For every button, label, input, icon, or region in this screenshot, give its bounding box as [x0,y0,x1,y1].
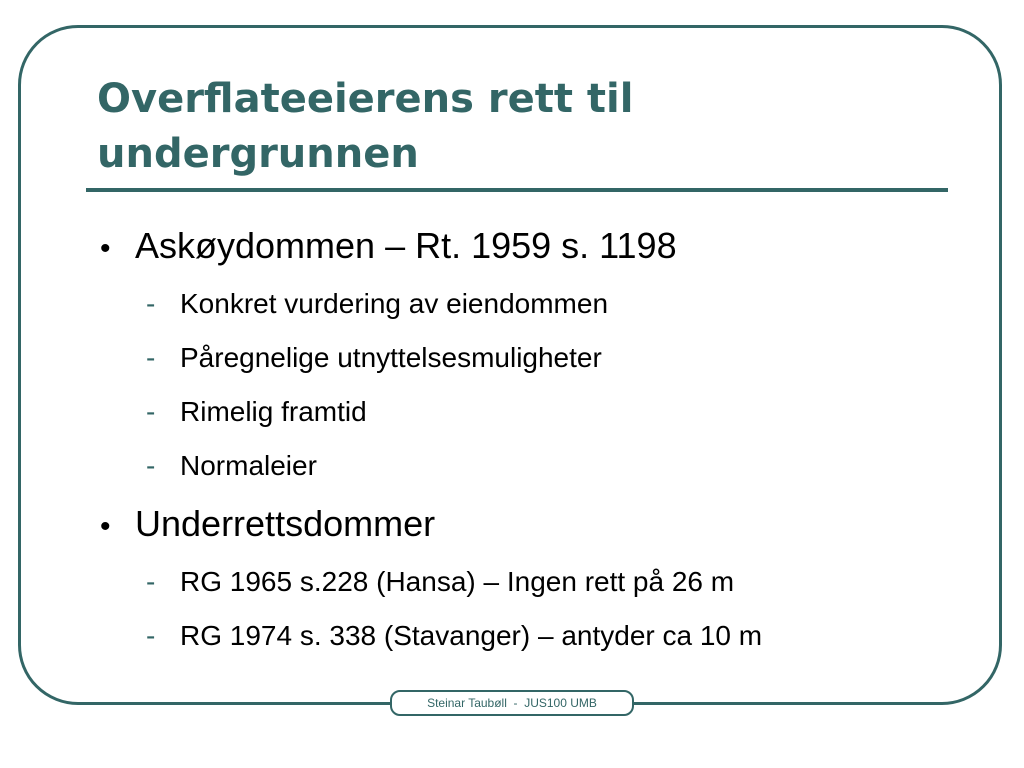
sub-bullet-item [146,277,980,331]
bullet-icon: • [100,510,111,543]
sub-bullet-text: Rimelig framtid [180,396,367,427]
sub-bullet-text: Normaleier [180,450,317,481]
bullet-item [100,496,980,555]
dash-icon: - [146,566,156,597]
sub-bullet-text: RG 1974 s. 338 (Stavanger) – antyder ca 10 m [180,620,763,651]
dash-icon: - [146,288,156,319]
sub-bullet-item [146,385,980,439]
sub-bullet-text: RG 1965 s.228 (Hansa) – Ingen rett på 26 m [180,566,735,597]
footer-label: Steinar Taubøll - JUS100 UMB [390,690,634,716]
dash-icon: - [146,396,156,427]
slide-title: Overflateeierens rett til undergrunnen [97,76,634,177]
sub-bullet-item [146,439,980,493]
dash-icon: - [146,342,156,373]
slide-content [100,218,980,663]
sub-bullet-item [146,609,980,663]
bullet-text: Askøydommen – Rt. 1959 s. 1198 [135,225,677,266]
bullet-text: Underrettsdommer [135,503,436,544]
bullet-item [100,218,980,277]
sub-bullet-text: Konkret vurdering av eiendommen [180,288,609,319]
title-underline [86,188,948,192]
bullet-group-1 [100,218,980,493]
dash-icon: - [146,450,156,481]
sub-bullet-item [146,555,980,609]
sub-bullet-text: Påregnelige utnyttelsesmuligheter [180,342,602,373]
bullet-icon: • [100,232,111,265]
bullet-group-2 [100,496,980,663]
sub-bullet-item [146,331,980,385]
dash-icon: - [146,620,156,651]
